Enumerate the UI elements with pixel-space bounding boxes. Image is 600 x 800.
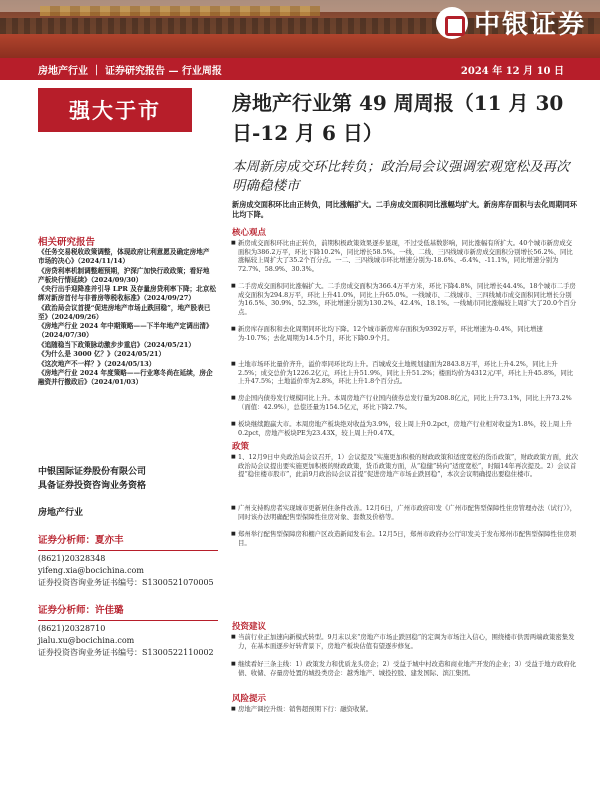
analyst-2 [38, 605, 228, 659]
company-name: 中银国际证券股份有限公司 具备证券投资咨询业务资格 [38, 467, 147, 491]
logo-text: 中银证券 [473, 10, 586, 40]
analyst-name: 证券分析师：夏亦丰 [38, 535, 124, 546]
section-risk: 风险提示 [232, 694, 267, 704]
related-title: 相关研究报告 [38, 237, 96, 248]
policy-point: ■ 广州支持购房者实现城市更新居住条件改善。12月6日，广州市政府印发《广州市配售型保障性住房管理办法（试行）》，同时该办法明确配售型保障性住房对象、套数及价格等。 [238, 504, 578, 521]
report-date: 2024 年 12 月 10 日 [460, 65, 564, 77]
analyst-email[interactable]: jialu.xu@bocichina.com [38, 636, 135, 645]
policy-point: ■ 郑州举行配售型保障房和棚户区改造新闻发布会。12月5日，郑州市政府办公厅印发关于发布郑州市配售型保障性住房项目。 [238, 530, 578, 547]
divider [38, 550, 218, 551]
core-point: ■ 房企国内债券发行规模同比上升。本周房地产行业国内债券总发行量为208.8亿元，同比上升73.1%，同比上升73.2%（面值：42.9%），总偿还量为154.5亿元，环比下降2.7%。 [238, 394, 578, 411]
report-subtitle: 本周新房成交环比转负；政治局会议强调宏观宽松及再次明确稳楼市 [232, 159, 570, 194]
section-invest: 投资建议 [232, 622, 267, 632]
related-item[interactable]: 《央行出手迎降准并引导 LPR 及存量房贷利率下降；北京松绑对新房首付与非普房等税收标准》（2024/09/27） [38, 285, 216, 302]
analyst-phone: (8621)20328348 [38, 554, 106, 563]
analyst-email[interactable]: yifeng.xia@bocichina.com [38, 566, 144, 575]
related-item[interactable]: 《为什么是 3000 亿？》（2024/05/21） [38, 350, 166, 358]
report-title: 房地产行业第 49 周周报（11 月 30 日-12 月 6 日） [232, 91, 564, 145]
related-item[interactable]: 《房贷利率机制调整超预期，沪深广加快行政政策；看好地产板块行情延续》（2024/09/30） [38, 266, 210, 284]
related-item[interactable]: 《房地产行业 2024 年中期策略——下半年地产定调出清》（2024/07/30） [38, 322, 213, 339]
rating-badge: 强大于市 [38, 88, 192, 132]
report-intro: 新房成交面积环比由正转负，同比涨幅扩大。二手房成交面积同比涨幅均扩大。新房库存面积与去化周期同环比均下降。 [232, 200, 578, 219]
divider [38, 620, 218, 621]
analyst-1 [38, 535, 228, 589]
invest-point: ■ 当前行业正加速向新模式转型。9月末以来“房地产市场止跌回稳”的定调为市场注入信心，围绕楼市供需两端政策密集发力，在基本面逐步好转背景下，房地产板块估值有望逐步修复。 [238, 633, 578, 650]
industry-label: 房地产行业 [38, 508, 84, 518]
related-item[interactable]: 《追随稳当下政策脉动激步步重启》（2024/05/21） [38, 340, 195, 349]
risk-point: ■ 房地产调控升级：销售超预期下行：融资收紧。 [238, 705, 578, 714]
core-point: ■ 新房成交面积环比由正转负，前期积极政策效果逐步显现，不过受低基数影响，同比涨幅有所扩大。40个城市新房成交面积为386.2万平，环比下降10.2%，同比增长58.5%。一线、二线、三四线城市新房成交面积分别增长56.2%、同比涨幅较上周扩大了35.2个百分点。一二、三四线城市环比增速分别为-18.6%、-6.4%、-11.1%，同比增速分别为72.7%、58.9%、30.3%。 [238, 239, 578, 273]
policy-point: ■ 1、12月9日中央政治局会议召开，1）会议提及“实施更加积极的财政政策和适度宽松的货币政策”，财政政策方面，此次政治局会议提出要实施更加积极的财政政策，货币政策方面，从“稳健”转向“适度宽松”，时隔14年再次提及。2）会议首提“稳住楼市股市”，此前9月政治局会议首提“促进房地产市场止跌回稳”，本次会议明确提出要稳住楼市。 [238, 453, 578, 479]
section-core: 核心观点 [232, 228, 267, 238]
related-item[interactable]: 《政治局会议首提“促进房地产市场止跌回稳”，地产股表已至》（2024/09/26） [38, 303, 211, 321]
core-point: ■ 板块继续跑赢大市。本周房地产板块绝对收益为3.9%，较上周上升0.2pct，房地产行业相对收益为1.8%，较上周上升0.2pct，房地产板块PE为23.43X，较上周上升0.47X。 [238, 420, 578, 437]
analyst-phone: (8621)20328710 [38, 624, 106, 633]
related-item[interactable]: 《任务交易税收政策调整，体现政府让利意愿及确定房地产市场的决心》（2024/11/14） [38, 248, 210, 265]
report-strip [0, 58, 600, 80]
related-list [38, 248, 216, 388]
analyst-cert: 证券投资咨询业务证书编号：S1300522110002 [38, 648, 214, 657]
section-policy: 政策 [232, 442, 250, 452]
invest-point: ■ 继续看好三条主线：1）政策发力和优质龙头房企；2）受益于城中村改造和商业地产开发的企业；3）受益于地方政府化债、收储、存量房处置的城投类房企：越秀地产、城投控股、建发国际、滨江集团。 [238, 660, 578, 677]
header-banner [0, 0, 600, 58]
related-item[interactable]: 《房地产行业 2024 年度策略——行业寒冬尚在延续，房企融资并行撤政后》（2024/01/03） [38, 369, 213, 386]
left-column [0, 80, 232, 800]
core-point: ■ 二手房成交面积同比涨幅扩大。二手房成交面积为366.4万平方米，环比下降4.8%，同比增长44.4%。18个城市二手房成交面积为294.8万平，环比上升41.0%，同比上升65.0%。一线城市、二线城市、三四线城市成交面积同比增长分别为16.5%、30.9%、52.3%，环比增速分别为130.2%、42.4%、18.1%。一线城市同比涨幅较上周扩大了20.0个百分点。 [238, 282, 578, 316]
core-point: ■ 新房库存面积和去化周期同环比均下降。12个城市新房库存面积为9392万平，环比增速为-0.4%，同比增速为-10.7%；去化周期为14.5个月，环比下降0.9个月。 [238, 325, 578, 342]
report-category: 房地产行业 ｜ 证券研究报告 — 行业周报 [38, 65, 222, 77]
core-point: ■ 土地市场环比量价齐升，溢价率同环比均上升。百城成交土地规划建面为2843.8万平，环比上升4.2%，同比上升2.5%；成交总价为1226.2亿元，环比上升51.9%，同比上升51.2%；楼面均价为4312元/平，环比上升45.8%，同比上升47.5%；土地溢价率为2.8%，环比上升1.8个百分点。 [238, 360, 578, 386]
company-logo [436, 4, 586, 41]
analyst-cert: 证券投资咨询业务证书编号：S1300521070005 [38, 578, 214, 587]
related-item[interactable]: 《这次地产不一样？》（2024/05/13） [38, 359, 156, 368]
analyst-name: 证券分析师：许佳璐 [38, 605, 124, 616]
banner-roof-ornament [40, 6, 320, 16]
logo-icon [436, 7, 468, 39]
